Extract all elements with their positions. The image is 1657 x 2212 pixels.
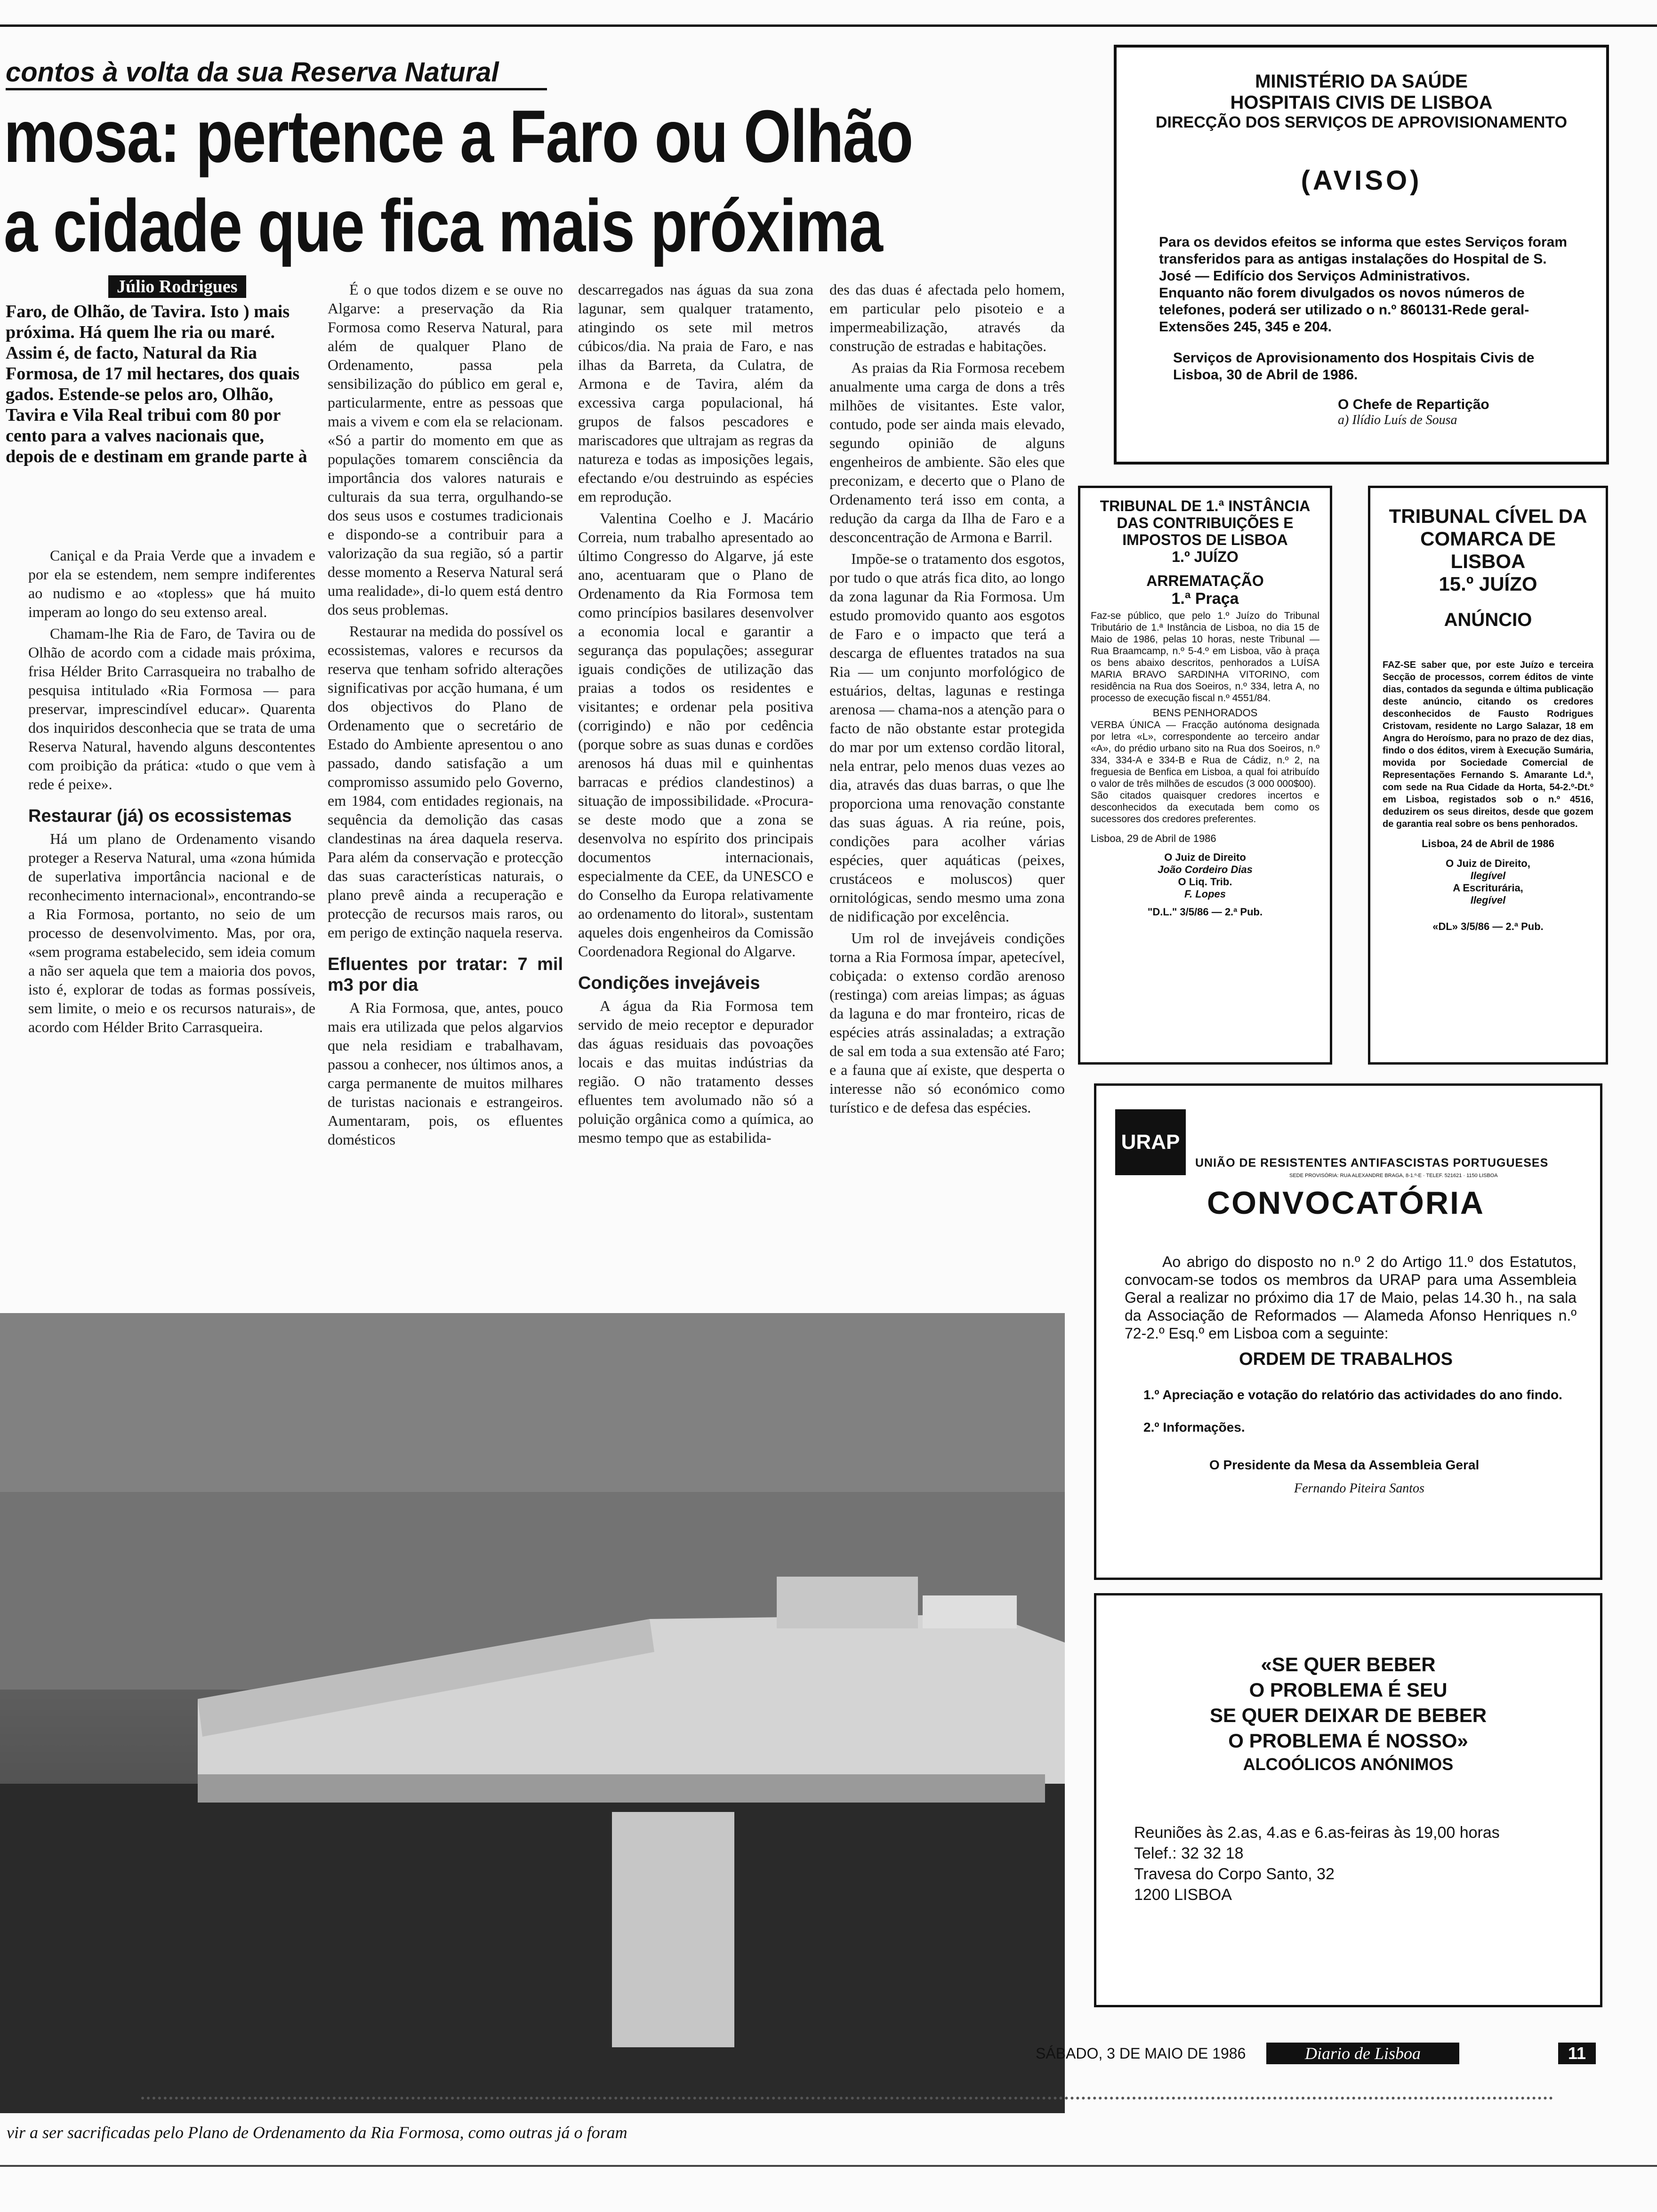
article-column-4 bbox=[829, 280, 1065, 1120]
aviso-signoff: Serviços de Aprovisionamento dos Hospitais Civis de Lisboa, 30 de Abril de 1986. bbox=[1173, 350, 1535, 383]
article-lead: Faro, de Olhão, de Tavira. Isto ) mais próxima. Há quem lhe ria ou maré. Assim é, de facto, Natural da Ria Formosa, de 17 mil hectares, dos quais gados. Estende-se pelos aro, Olhão, Tavira e Vila Real tribui com 80 por cento para a valves nacionais que, depois de e destinam em grande parte à bbox=[6, 302, 307, 466]
headline-line-2: a cidade que fica mais próxima bbox=[4, 184, 883, 267]
aviso-body: Para os devidos efeitos se informa que estes Serviços foram transferidos para as antigas instalações do Hospital de S. José — Edifício dos Serviços Administrativos. bbox=[1159, 234, 1568, 284]
paragraph: Restaurar na medida do possível os ecossistemas, valores e recursos da reserva que tenham sofrido alterações significativas por acção humana, é um dos objectivos do Plano de Ordenamento que o secretário de Estado do Ambiente apresentou o ano passado, dando satisfação a um compromisso assumido pelo Governo, em 1984, com entidades regionais, na sequência da demolição das casas clandestinas na área daquela reserva. Para além da conservação e protecção das suas características naturais, o plano prevê ainda a recuperação e protecção de recursos mais raros, ou em perigo de extinção naquela reserva. bbox=[328, 623, 563, 941]
tribunal1-bens: BENS PENHORADOS bbox=[1152, 707, 1258, 719]
aviso-line-3: DIRECÇÃO DOS SERVIÇOS DE APROVISIONAMENTO bbox=[1155, 113, 1568, 131]
tribunal1-praca: 1.ª Praça bbox=[1171, 590, 1239, 608]
tribunal2-escrituraria: A Escriturária, bbox=[1453, 882, 1523, 894]
byline: Júlio Rodrigues bbox=[108, 275, 246, 298]
paragraph: A Ria Formosa, que, antes, pouco mais era utilizada que pelos algarvios que nela residiam e trabalhavam, passou a conhecer, nos últimos anos, a carga permanente de muitos milhares de turistas nacionais e estrangeiros. Aumentaram, pois, os efluentes domésticos bbox=[328, 999, 563, 1148]
urap-address: SEDE PROVISÓRIA: RUA ALEXANDRE BRAGA, 8-1.º-E · TELEF. 521621 · 1150 LISBOA bbox=[1289, 1173, 1498, 1178]
urap-president-name: Fernando Piteira Santos bbox=[1294, 1481, 1424, 1496]
tribunal1-title: TRIBUNAL DE 1.ª INSTÂNCIA DAS CONTRIBUIÇÕES E IMPOSTOS DE LISBOA bbox=[1100, 497, 1311, 548]
ad-urap-convocatoria bbox=[1094, 1083, 1602, 1580]
tribunal1-arrematacao: ARREMATAÇÃO bbox=[1146, 572, 1264, 589]
paragraph: A água da Ria Formosa tem servido de meio receptor e depurador das águas residuais das povoações locais e das muitas indústrias da região. O não tratamento desses efluentes tem avolumado não só a poluição orgânica como a química, ao mesmo tempo que as estabilida- bbox=[578, 997, 813, 1146]
paragraph: As praias da Ria Formosa recebem anualmente uma carga de dons a três milhões de visitantes. Este valor, contudo, pode ser ainda mais elevado, segundo opinião de alguns engenheiros de ambiente. São eles que preconizam, e decerto que o Plano de Ordenamento terá isso em conta, a redução da carga da Ilha de Faro e a desconcentração de Armona e Barril. bbox=[829, 359, 1065, 545]
aviso-name: a) Ilídio Luís de Sousa bbox=[1338, 413, 1457, 427]
aviso-chief: O Chefe de Repartição bbox=[1338, 397, 1489, 412]
aviso-title: (AVISO) bbox=[1301, 165, 1422, 196]
tribunal2-ilegivel-2: Ilegível bbox=[1470, 894, 1506, 906]
aa-line-5: ALCOÓLICOS ANÓNIMOS bbox=[1243, 1755, 1454, 1774]
footer-masthead: Diario de Lisboa bbox=[1266, 2043, 1459, 2064]
urap-item-2: 2.º Informações. bbox=[1143, 1420, 1245, 1435]
urap-title: CONVOCATÓRIA bbox=[1207, 1185, 1485, 1221]
tribunal1-juiz: O Juiz de Direito bbox=[1164, 851, 1246, 863]
tribunal1-liq-name: F. Lopes bbox=[1184, 888, 1226, 900]
tribunal2-ilegivel-1: Ilegível bbox=[1470, 870, 1506, 882]
aviso-line-2: HOSPITAIS CIVIS DE LISBOA bbox=[1230, 92, 1493, 113]
urap-org: UNIÃO DE RESISTENTES ANTIFASCISTAS PORTUGUESES bbox=[1195, 1156, 1549, 1170]
tribunal1-juizo: 1.º JUÍZO bbox=[1172, 548, 1239, 565]
aa-info-3: Travesa do Corpo Santo, 32 bbox=[1134, 1865, 1335, 1883]
top-rule bbox=[0, 24, 1657, 27]
article-column-3 bbox=[578, 280, 813, 1150]
aa-line-1: «SE QUER BEBER bbox=[1261, 1653, 1436, 1675]
article-column-2 bbox=[328, 280, 563, 1152]
footer-date: SÁBADO, 3 DE MAIO DE 1986 bbox=[1036, 2045, 1246, 2062]
ad-tribunal-contribuicoes bbox=[1078, 486, 1332, 1065]
paragraph: des das duas é afectada pelo homem, em particular pelo pisoteio e a impermeabilização, através da construção de estradas e habitações. bbox=[829, 281, 1065, 354]
paragraph: Um rol de invejáveis condições torna a Ria Formosa ímpar, apetecível, cobiçada: o extenso cordão arenoso (restinga) com areias limpas; as águas da laguna e do mar fronteiro, ricas de espécies atrás assinaladas; a extração de sal em toda a sua extensão até Faro; e a fauna que aí existe, que desperta o interesse não só económico como turístico e de defesa das espécies. bbox=[829, 930, 1065, 1116]
bottom-rule bbox=[0, 2165, 1657, 2167]
urap-logo: URAP bbox=[1115, 1109, 1186, 1175]
paragraph: Valentina Coelho e J. Macário Correia, num trabalho apresentado ao último Congresso do Algarve, já este ano, acentuaram que o Plano de Ordenamento da Ria Formosa tem como princípios basilares desenvolver a economia local e garantir a segurança das populações; assegurar iguais condições de utilização das praias a todos os residentes e visitantes; e ordenar pela positiva (corrigindo) e não por cedência (porque sobre as suas dunas e cordões arenosos há duas mil e quinhentas barracas e prédios clandestinos) a situação de impossibilidade. «Procura-se deste modo que a zona se desenvolva no espírito dos principais documentos internacionais, especialmente da CEE, da UNESCO e do Conselho da Europa relativamente ao ordenamento do litoral», sustentam aqueles dois engenheiros da Comissão Coordenadora Regional do Algarve. bbox=[578, 510, 813, 960]
ad-alcoolicos-anonimos bbox=[1094, 1593, 1602, 2007]
tribunal1-verba: VERBA ÚNICA — Fracção autónoma designada por letra «L», correspondente ao terceiro andar «A», do prédio urbano sito na Rua dos Soeiros, n.º 334, 334-A e 334-B e Rua de Cádiz, n.º 2, na freguesia de Benfica em Lisboa, a qual foi atribuído o valor de três milhões de escudos (3 000 000$00). bbox=[1091, 720, 1319, 789]
paragraph: Impõe-se o tratamento dos esgotos, por tudo o que atrás fica dito, ao longo da zona lagunar da Ria Formosa. Um estudo promovido quanto aos esgotos de Faro e o impacto que terá a descarga de efluentes tratados na sua Ria — um conjunto morfológico de estuários, deltas, lagunas e restinga arenosa — chama-nos a atenção para o facto de não obstante estar protegida do mar por um extenso cordão litoral, nela entrar, pelo menos duas vezes ao dia, através das duas barras, o que lhe proporciona uma renovação constante das suas águas. A ria reúne, pois, condições para acolher várias espécies, quer aquáticas (peixes, crustáceos e moluscos) quer ornitológicas, sendo mesmo uma zona de nidificação por excelência. bbox=[829, 550, 1065, 925]
urap-item-1: 1.º Apreciação e votação do relatório das actividades do ano findo. bbox=[1143, 1387, 1562, 1402]
tribunal2-body: FAZ-SE saber que, por este Juízo e terceira Secção de processos, correm éditos de vinte dias, contados da segunda e última publicação deste anúncio, citando os credores desconhecidos de Fausto Rodrigues Cristovam, residente no Largo Salazar, 18 em Angra do Heroísmo, para no prazo de dez dias, findo o dos éditos, virem à Execução Sumária, movida por Sociedade Comercial de Representações Fernando S. Amarante Ld.ª, com sede na Rua Cidade da Horta, 54-2.º-Dt.º em Lisboa, registados sob o n.º 4516, deduzirem os seus direitos, desde que gozem de garantia real sobre os bens penhorados. bbox=[1383, 660, 1593, 829]
ad-tribunal-civel bbox=[1368, 486, 1608, 1065]
subhead-efluentes: Efluentes por tratar: 7 mil m3 por dia bbox=[328, 954, 563, 995]
aa-line-4: O PROBLEMA É NOSSO» bbox=[1228, 1730, 1468, 1752]
photo-caption: vir a ser sacrificadas pelo Plano de Ordenamento da Ria Formosa, como outras já o foram bbox=[7, 2123, 627, 2142]
paragraph: Caniçal e da Praia Verde que a invadem e por ela se estendem, nem sempre indiferentes ao nudismo e ao «topless» que há muito imperam ao longo do seu extenso areal. bbox=[28, 547, 315, 620]
paragraph: descarregados nas águas da sua zona lagunar, sem qualquer tratamento, atingindo os sete mil metros cúbicos/dia. Na praia de Faro, e nas ilhas da Barreta, da Culatra, de Armona e de Tavira, além da excessiva carga populacional, há grupos de falsos pescadores e mariscadores que ultrajam as regras da natureza e todas as imposições legais, efectando e/ou destruindo as espécies em reprodução. bbox=[578, 281, 813, 505]
tribunal1-juiz-name: João Cordeiro Dias bbox=[1158, 864, 1253, 875]
paragraph: Há um plano de Ordenamento visando proteger a Reserva Natural, uma «zona húmida de superlativa importância nacional e de reconhecimento internacional», encontrando-se a Ria Formosa, portanto, no seio de um processo de desenvolvimento. Mas, por ora, «sem programa estabelecido, sem ideia comum a não ser aquela que tem a maioria dos povos, isto é, explorar de todas as formas possíveis, sem limite, o meio e os recursos naturais», de acordo com Hélder Brito Carrasqueira. bbox=[28, 830, 315, 1035]
tribunal2-ref: «DL» 3/5/86 — 2.ª Pub. bbox=[1432, 921, 1544, 932]
tribunal2-date: Lisboa, 24 de Abril de 1986 bbox=[1422, 838, 1554, 850]
aviso-line-1: MINISTÉRIO DA SAÚDE bbox=[1255, 71, 1468, 92]
tribunal2-title: TRIBUNAL CÍVEL DA COMARCA DE LISBOA bbox=[1389, 505, 1587, 572]
tribunal1-body: Faz-se público, que pelo 1.º Juízo do Tribunal Tributário de 1.ª Instância de Lisboa, no dia 15 de Maio de 1986, pelas 10 horas, neste Tribunal — Rua Braamcamp, n.º 5-4.º em Lisboa, vão à praça os bens abaixo descritos, penhorados a LUÍSA MARIA BRAVO SARDINHA VITORINO, com residência na Rua dos Soeiros, n.º 334, letra A, no processo de execução fiscal n.º 4551/84. bbox=[1091, 610, 1319, 704]
photo-scene bbox=[0, 1313, 1065, 2113]
footer-page-number: 11 bbox=[1558, 2043, 1596, 2064]
aa-info-1: Reuniões às 2.as, 4.as e 6.as-feiras às 19,00 horas bbox=[1134, 1824, 1500, 1842]
article-kicker: contos à volta da sua Reserva Natural bbox=[6, 56, 547, 90]
urap-ordem: ORDEM DE TRABALHOS bbox=[1239, 1349, 1453, 1369]
tribunal2-juizo: 15.º JUÍZO bbox=[1439, 573, 1537, 595]
aviso-body-2: Enquanto não forem divulgados os novos números de telefones, poderá ser utilizado o n.º 860131-Rede geral-Extensões 245, 345 e 204. bbox=[1159, 285, 1529, 335]
article-photo bbox=[0, 1313, 1065, 2113]
tribunal2-anuncio: ANÚNCIO bbox=[1444, 609, 1532, 630]
tribunal1-citados: São citados quaisquer credores incertos e desconhecidos da executada bem como os sucessores dos credores preferentes. bbox=[1091, 790, 1319, 825]
urap-president: O Presidente da Mesa da Assembleia Geral bbox=[1209, 1458, 1480, 1472]
aa-info-4: 1200 LISBOA bbox=[1134, 1886, 1232, 1904]
headline-line-1: mosa: pertence a Faro ou Olhão bbox=[4, 95, 913, 178]
tribunal2-juiz: O Juiz de Direito, bbox=[1446, 858, 1530, 869]
subhead-condicoes: Condições invejáveis bbox=[578, 973, 760, 993]
article-column-1 bbox=[28, 546, 315, 1039]
aa-line-3: SE QUER DEIXAR DE BEBER bbox=[1209, 1704, 1487, 1726]
ad-aviso bbox=[1114, 45, 1609, 465]
tribunal1-date: Lisboa, 29 de Abril de 1986 bbox=[1091, 833, 1216, 844]
tribunal1-ref: "D.L." 3/5/86 — 2.ª Pub. bbox=[1147, 906, 1263, 918]
paragraph: É o que todos dizem e se ouve no Algarve: a preservação da Ria Formosa como Reserva Natural, para além de qualquer Plano de Ordenamento, passa pela sensibilização do público em geral e, particularmente, entre as pessoas que mais a vivem e com ela se relacionam. «Só a partir do momento em que as populações tomarem consciência da importância dos valores naturais e culturais da sua terra, orgulhando-se dos seus usos e costumes tradicionais e dispondo-se a contribuir para a valorização da sua região, só a partir desse momento a Reserva Natural será uma realidade», di-lo quem está dentro dos seus problemas. bbox=[328, 281, 563, 618]
subhead-restaurar: Restaurar (já) os ecossistemas bbox=[28, 806, 292, 826]
paragraph: Chamam-lhe Ria de Faro, de Tavira ou de Olhão de acordo com a cidade mais próxima, frisa Hélder Brito Carrasqueira no trabalho de pesquisa intitulado «Ria Formosa — para preservar, imprescindível educar». Quarenta dos inquiridos desconhecia que se trata de uma Reserva Natural, havendo alguns descontentes com proibição da prática: «tudo o que vem à rede é peixe». bbox=[28, 625, 315, 793]
footer-dotted-rule bbox=[141, 2097, 1553, 2100]
aa-line-2: O PROBLEMA É SEU bbox=[1249, 1679, 1448, 1701]
aa-info-2: Telef.: 32 32 18 bbox=[1134, 1844, 1244, 1862]
tribunal1-liq: O Liq. Trib. bbox=[1178, 876, 1232, 888]
urap-body: Ao abrigo do disposto no n.º 2 do Artigo 11.º dos Estatutos, convocam-se todos os membros da URAP para uma Assembleia Geral a realizar no próximo dia 17 de Maio, pelas 14.30 h., na sala da Associação de Reformados — Alameda Afonso Henriques n.º 72-2.º Esq.º em Lisboa com a seguinte: bbox=[1125, 1253, 1577, 1342]
